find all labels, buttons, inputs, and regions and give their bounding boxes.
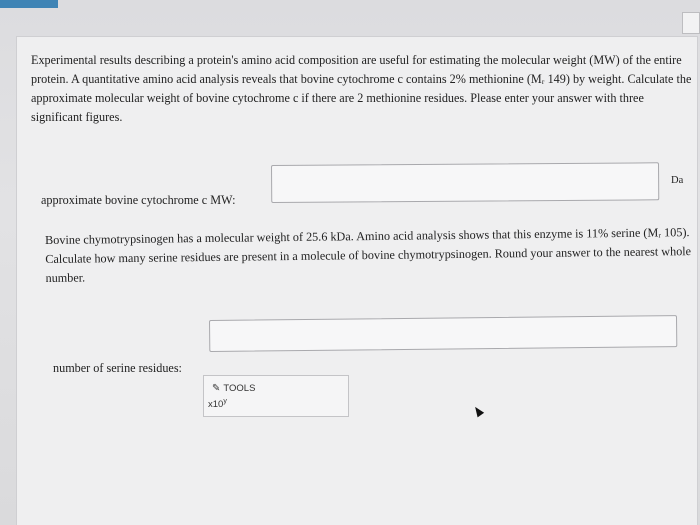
cytochrome-mw-input[interactable]: [271, 162, 659, 203]
x10-button[interactable]: [208, 398, 227, 410]
tools-panel: [203, 375, 349, 417]
serine-residues-label: number of serine residues:: [53, 361, 182, 375]
tools-label: TOOLS: [223, 383, 256, 394]
question-panel: [16, 36, 698, 525]
top-right-box[interactable]: [682, 12, 700, 34]
x10-label: x10: [208, 399, 224, 411]
question-2-text: Bovine chymotrypsinogen has a molecular weight of 25.6 kDa. Amino acid analysis shows that this enzyme is 11% serine (Mᵣ 105). Calculate how many serine residues are present in a molecule of bovine chymotrypsinogen. Round your answer to the nearest whole number.: [45, 225, 692, 285]
cytochrome-mw-label: approximate bovine cytochrome c MW:: [41, 193, 236, 207]
pencil-icon: ✎: [212, 383, 221, 394]
serine-residues-input[interactable]: [209, 315, 677, 352]
x10-exponent: y: [223, 398, 227, 405]
question-1-text: Experimental results describing a protein's amino acid composition are useful for estimating the molecular weight (MW) of the entire protein. A quantitative amino acid analysis reveals that bovine cytochrome c contains 2% methionine (Mᵣ 149) by weight. Calculate the approximate molecular weight of bovine cytochrome c if there are 2 methionine residues. Please enter your answer with three significant figures.: [31, 53, 692, 124]
tools-button[interactable]: [212, 383, 255, 394]
da-unit-label: Da: [671, 175, 684, 186]
top-tab-edge: [0, 0, 58, 8]
